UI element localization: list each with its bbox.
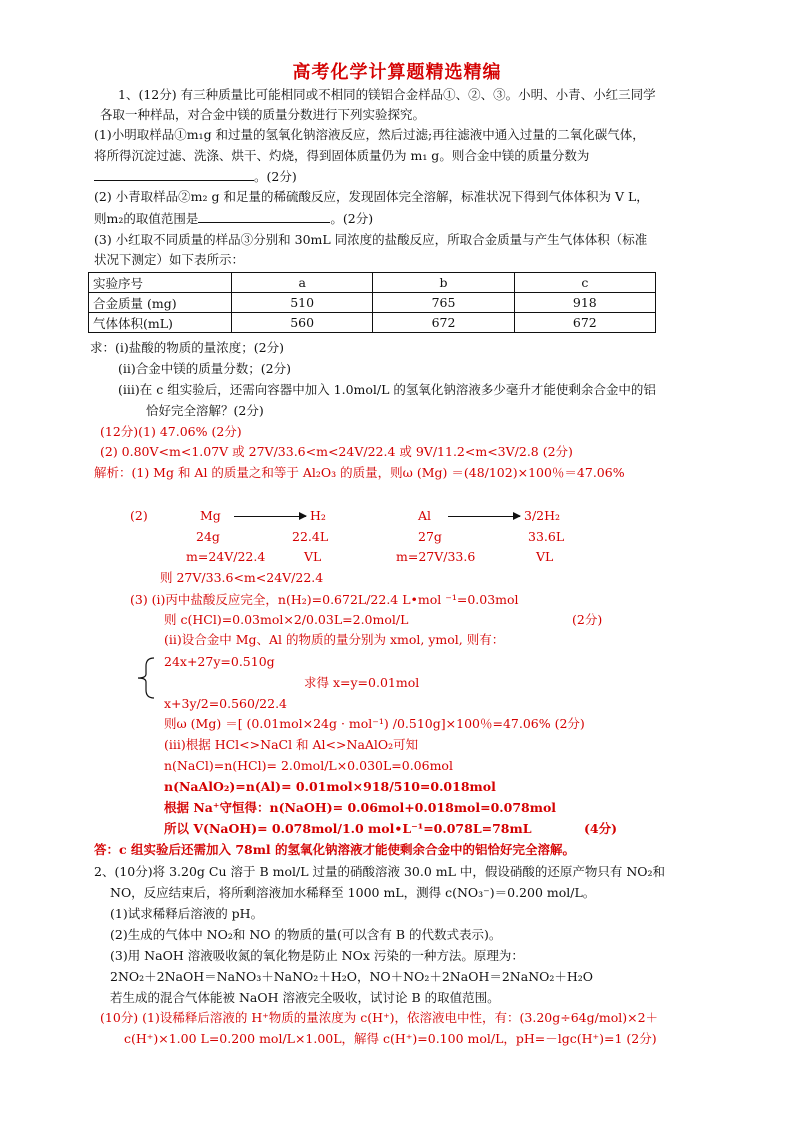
eq-mg: Mg	[200, 508, 221, 523]
q1-part1-points: 。(2分)	[254, 169, 297, 184]
q2-line5: (3)用 NaOH 溶液吸收氮的氧化物是防止 NOx 污染的一种方法。原理为：	[110, 948, 524, 963]
eq-al: Al	[418, 508, 432, 523]
eq-h2: H₂	[310, 508, 326, 523]
table-row	[89, 293, 656, 313]
q2-line1: 2、(10分)将 3.20g Cu 溶于 B mol/L 过量的硝酸溶液 30.0 mL 中，假设硝酸的还原产物只有 NO₂和	[94, 864, 666, 879]
table-cell: 气体体积(mL)	[89, 313, 232, 333]
answer1-3i-result: 则 c(HCl)=0.03mol×2/0.03L=2.0mol/L	[164, 612, 409, 627]
table-cell: 510	[232, 293, 373, 313]
q1-ask-1: 求：(ⅰ)盐酸的物质的量浓度；(2分)	[90, 340, 284, 355]
eq-m1: m=24V/22.4	[186, 549, 266, 564]
q2-line6: 2NO₂＋2NaOH＝NaNO₃＋NaNO₂＋H₂O，NO＋NO₂＋2NaOH＝2NaNO₂＋H₂O	[110, 969, 594, 984]
eq-24g: 24g	[196, 529, 220, 544]
eq-32h2: 3/2H₂	[524, 508, 561, 523]
answer1-naoh: 根据 Na⁺守恒得：n(NaOH)= 0.06mol+0.018mol=0.078mol	[164, 800, 557, 815]
table-header-row	[89, 273, 656, 293]
q1-part1-line3	[94, 168, 297, 185]
q1-intro-line1: 1、(12分) 有三种质量比可能相同或不相同的镁铝合金样品①、②、③。小明、小青、小红三同学	[118, 87, 656, 102]
answer1-3iii: (ⅲ)根据 HCl<>NaCl 和 Al<>NaAlO₂可知	[164, 737, 419, 752]
q1-part2-points: 。(2分)	[330, 211, 374, 226]
answer1-part1: (12分)(1) 47.06% (2分)	[100, 424, 242, 439]
reaction-arrow-icon	[234, 516, 306, 517]
table-header-cell: a	[232, 273, 373, 293]
eq-vl2: VL	[536, 549, 554, 564]
equation-2: x+3y/2=0.560/22.4	[164, 696, 288, 711]
equation-solution: 求得 x=y=0.01mol	[304, 675, 420, 690]
answer1-3i-points: (2分)	[572, 612, 603, 627]
eq-27g: 27g	[418, 529, 442, 544]
q2-line7: 若生成的混合气体能被 NaOH 溶液完全吸收，试讨论 B 的取值范围。	[110, 990, 500, 1005]
answer1-3ii: (ⅱ)设合金中 Mg、Al 的物质的量分别为 xmol, ymol, 则有：	[164, 632, 505, 647]
q2-line2: NO，反应结束后，将所剩溶液加水稀释至 1000 mL，测得 c(NO₃⁻)＝0.200 mol/L。	[110, 885, 596, 900]
answer1-nacl: n(NaCl)=n(HCl)= 2.0mol/L×0.030L=0.06mol	[164, 758, 453, 773]
brace-icon	[132, 656, 162, 700]
q1-part1-line2: 将所得沉淀过滤、洗涤、烘干、灼烧，得到固体质量仍为 m₁ g。则合金中镁的质量分数为	[94, 148, 590, 163]
equation-1: 24x+27y=0.510g	[164, 654, 275, 669]
table-header-cell: 实验序号	[89, 273, 232, 293]
q1-part3-line2: 状况下测定）如下表所示：	[94, 252, 245, 267]
answer1-final: 答：c 组实验后还需加入 78ml 的氢氧化钠溶液才能使剩余合金中的铝恰好完全溶解。	[94, 842, 576, 857]
table-cell: 合金质量 (mg)	[89, 293, 232, 313]
q1-part2-line1: (2) 小青取样品②m₂ g 和足量的稀硫酸反应，发现固体完全溶解，标准状况下得到气体体积为 V L，	[94, 189, 649, 204]
answer1-naalo2: n(NaAlO₂)=n(Al)= 0.01mol×918/510=0.018mol	[164, 779, 496, 794]
answer1-volume: 所以 V(NaOH)= 0.078mol/1.0 mol•L⁻¹=0.078L=78mL	[164, 821, 532, 836]
q1-part3-line1: (3) 小红取不同质量的样品③分别和 30mL 同浓度的盐酸反应，所取合金质量与产生气体体积（标准	[94, 232, 648, 247]
q2-line4: (2)生成的气体中 NO₂和 NO 的物质的量(可以含有 B 的代数式表示)。	[110, 927, 502, 942]
answer-blank	[198, 210, 330, 223]
eq-label: (2)	[130, 508, 148, 523]
page-title: 高考化学计算题精选精编	[292, 62, 502, 83]
q1-ask-2: (ⅱ)合金中镁的质量分数；(2分)	[118, 361, 291, 376]
answer1-volume-points: (4分)	[584, 821, 618, 836]
table-row	[89, 313, 656, 333]
q2-line3: (1)试求稀释后溶液的 pH。	[110, 906, 264, 921]
eq-m2: m=27V/33.6	[396, 549, 476, 564]
answer1-analysis: 解析：(1) Mg 和 Al 的质量之和等于 Al₂O₃ 的质量，则ω (Mg) ＝(48/102)×100％＝47.06%	[94, 465, 625, 480]
answer1-3ii-result: 则ω (Mg) ＝[ (0.01mol×24g · mol⁻¹) /0.510g]×100％=47.06% (2分)	[164, 716, 585, 731]
q1-part1-line1: (1)小明取样品①m₁g 和过量的氢氧化钠溶液反应，然后过滤;再往滤液中通入过量的二氧化碳气体，	[94, 127, 645, 142]
table-cell: 918	[514, 293, 655, 313]
table-header-cell: c	[514, 273, 655, 293]
table-cell: 672	[373, 313, 514, 333]
reaction-arrow-icon	[448, 516, 520, 517]
eq-conclusion: 则 27V/33.6<m<24V/22.4	[160, 570, 324, 585]
q1-part2-prefix: 则m₂的取值范围是	[94, 211, 199, 226]
answer1-part2: (2) 0.80V<m<1.07V 或 27V/33.6<m<24V/22.4 或 9V/11.2<m<3V/2.8 (2分)	[100, 444, 573, 459]
answer-blank	[94, 168, 254, 181]
experiment-table	[88, 272, 656, 333]
q1-intro-line2: 各取一种样品，对合金中镁的质量分数进行下列实验探究。	[100, 107, 426, 122]
table-cell: 672	[514, 313, 655, 333]
answer2-line2: c(H⁺)×1.00 L=0.200 mol/L×1.00L，解得 c(H⁺)=0.100 mol/L，pH=－lgc(H⁺)=1 (2分)	[124, 1031, 657, 1046]
table-header-cell: b	[373, 273, 514, 293]
answer1-3i: (3) (ⅰ)丙中盐酸反应完全，n(H₂)=0.672L/22.4 L•mol ⁻¹=0.03mol	[130, 592, 519, 607]
q1-part2-line2	[94, 210, 373, 227]
table-cell: 765	[373, 293, 514, 313]
eq-336l: 33.6L	[528, 529, 565, 544]
eq-vl1: VL	[304, 549, 322, 564]
answer2-line1: (10分) (1)设稀释后溶液的 H⁺物质的量浓度为 c(H⁺)，依溶液电中性，有：(3.20g÷64g/mol)×2＋	[100, 1010, 659, 1025]
q1-ask-3-line1: (ⅲ)在 c 组实验后，还需向容器中加入 1.0mol/L 的氢氧化钠溶液多少毫升才能使剩余合金中的铝	[118, 382, 656, 397]
q1-ask-3-line2: 恰好完全溶解？(2分)	[146, 403, 264, 418]
eq-224l: 22.4L	[292, 529, 329, 544]
table-cell: 560	[232, 313, 373, 333]
